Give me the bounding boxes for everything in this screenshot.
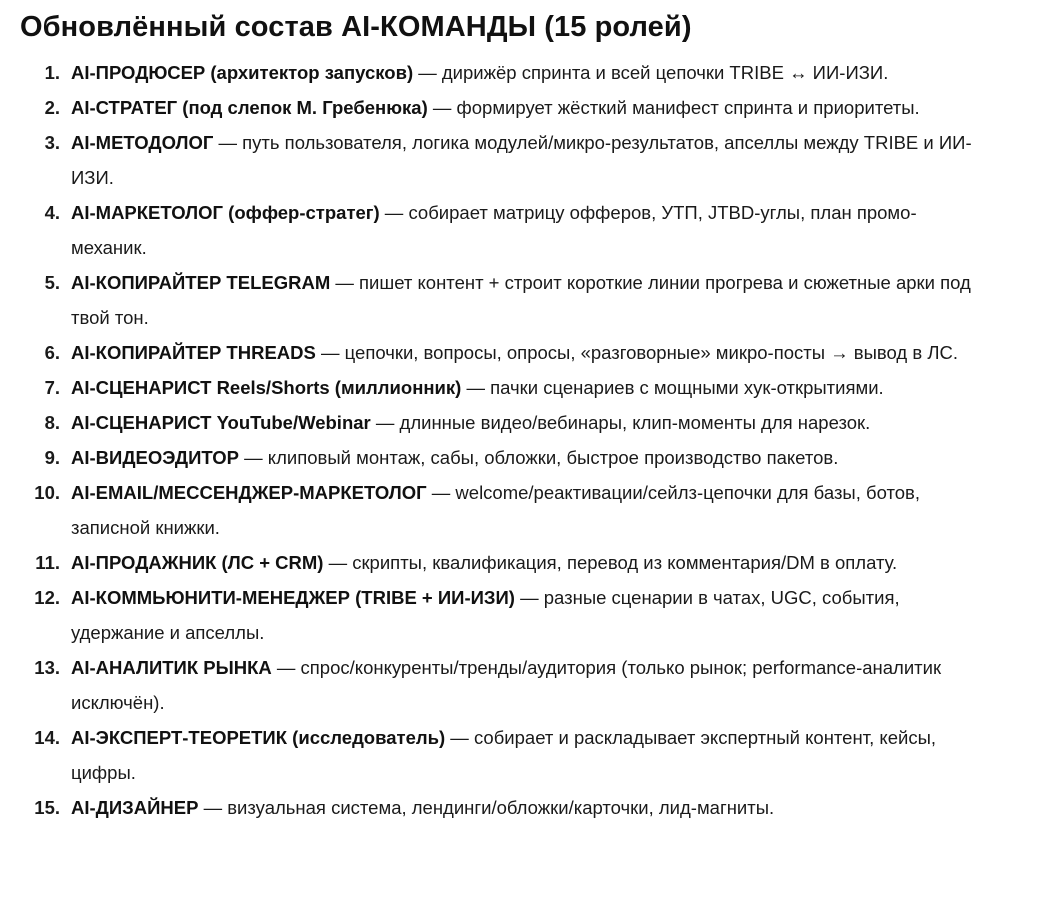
role-name: AI-ЭКСПЕРТ-ТЕОРЕТИК (исследователь)	[71, 727, 446, 748]
role-name: AI-EMAIL/МЕССЕНДЖЕР-МАРКЕТОЛОГ	[71, 482, 427, 503]
role-description: — welcome/реактивации/сейлз-цепочки для базы, ботов, записной книжки.	[71, 482, 920, 538]
list-item-body	[60, 720, 990, 790]
list-item	[20, 370, 1010, 405]
list-item	[20, 720, 1010, 790]
list-item-body	[60, 580, 990, 650]
role-description: — цепочки, вопросы, опросы, «разговорные» микро-посты → вывод в ЛС.	[315, 342, 958, 363]
roles-list	[20, 55, 1010, 825]
role-description: — скрипты, квалификация, перевод из комментария/DM в оплату.	[323, 552, 898, 573]
role-name: AI-СЦЕНАРИСТ Reels/Shorts (миллионник)	[71, 377, 462, 398]
list-item-number: 7.	[44, 377, 60, 398]
list-item-number: 6.	[44, 342, 60, 363]
role-name: AI-МАРКЕТОЛОГ (оффер-стратег)	[71, 202, 380, 223]
role-name: AI-СЦЕНАРИСТ YouTube/Webinar	[71, 412, 371, 433]
list-item	[20, 440, 1010, 475]
list-item-body	[60, 370, 990, 405]
list-item-number: 14.	[34, 727, 60, 748]
list-item-number: 5.	[44, 272, 60, 293]
role-name: AI-ПРОДАЖНИК (ЛС + CRM)	[71, 552, 324, 573]
list-item-body	[60, 55, 990, 90]
role-description: — разные сценарии в чатах, UGC, события, удержание и апселлы.	[71, 587, 900, 643]
role-description: — визуальная система, лендинги/обложки/карточки, лид-магниты.	[198, 797, 775, 818]
list-item-body	[60, 545, 990, 580]
role-name: AI-КОММЬЮНИТИ-МЕНЕДЖЕР (TRIBE + ИИ-ИЗИ)	[71, 587, 515, 608]
role-description: — пишет контент + строит короткие линии прогрева и сюжетные арки под твой тон.	[71, 272, 971, 328]
role-description: — дирижёр спринта и всей цепочки TRIBE ↔ ИИ-ИЗИ.	[413, 62, 889, 83]
list-item-body	[60, 440, 990, 475]
list-item-body	[60, 475, 990, 545]
list-item	[20, 90, 1010, 125]
list-item	[20, 475, 1010, 545]
list-item-body	[60, 265, 990, 335]
list-item-body	[60, 195, 990, 265]
list-item-number: 2.	[44, 97, 60, 118]
role-description: — спрос/конкуренты/тренды/аудитория (только рынок; performance-аналитик исключён).	[71, 657, 942, 713]
role-description: — путь пользователя, логика модулей/микро-результатов, апселлы между TRIBE и ИИ-ИЗИ.	[71, 132, 972, 188]
role-name: AI-ПРОДЮСЕР (архитектор запусков)	[71, 62, 414, 83]
role-description: — клиповый монтаж, сабы, обложки, быстрое производство пакетов.	[238, 447, 839, 468]
list-item-number: 1.	[44, 62, 60, 83]
list-item-number: 9.	[44, 447, 60, 468]
role-name: AI-АНАЛИТИК РЫНКА	[71, 657, 272, 678]
list-item-number: 3.	[44, 132, 60, 153]
list-item	[20, 265, 1010, 335]
role-description: — пачки сценариев с мощными хук-открытиями.	[461, 377, 884, 398]
list-item	[20, 790, 1010, 825]
list-item-number: 4.	[44, 202, 60, 223]
role-name: AI-ДИЗАЙНЕР	[71, 797, 199, 818]
role-name: AI-КОПИРАЙТЕР THREADS	[71, 342, 316, 363]
list-item-body	[60, 335, 990, 370]
list-item-number: 11.	[35, 552, 60, 573]
list-item	[20, 55, 1010, 90]
list-item-number: 12.	[34, 587, 60, 608]
list-item-body	[60, 405, 990, 440]
list-item-body	[60, 790, 990, 825]
list-item	[20, 650, 1010, 720]
list-item-number: 13.	[34, 657, 60, 678]
role-name: AI-СТРАТЕГ (под слепок М. Гребенюка)	[71, 97, 428, 118]
role-description: — собирает матрицу офферов, УТП, JTBD-углы, план промо-механик.	[71, 202, 917, 258]
list-item	[20, 545, 1010, 580]
list-item-body	[60, 90, 990, 125]
list-item	[20, 195, 1010, 265]
role-description: — собирает и раскладывает экспертный контент, кейсы, цифры.	[71, 727, 936, 783]
role-name: AI-КОПИРАЙТЕР TELEGRAM	[71, 272, 331, 293]
list-item	[20, 335, 1010, 370]
list-item	[20, 125, 1010, 195]
list-item-number: 15.	[34, 797, 60, 818]
role-description: — длинные видео/вебинары, клип-моменты для нарезок.	[370, 412, 871, 433]
page-title: Обновлённый состав AI-КОМАНДЫ (15 ролей)	[20, 11, 692, 43]
list-item	[20, 405, 1010, 440]
role-name: AI-МЕТОДОЛОГ	[71, 132, 214, 153]
list-item-number: 10.	[34, 482, 60, 503]
list-item-number: 8.	[44, 412, 60, 433]
list-item-body	[60, 650, 990, 720]
role-name: AI-ВИДЕОЭДИТОР	[71, 447, 239, 468]
list-item-body	[60, 125, 990, 195]
list-item	[20, 580, 1010, 650]
role-description: — формирует жёсткий манифест спринта и приоритеты.	[427, 97, 920, 118]
